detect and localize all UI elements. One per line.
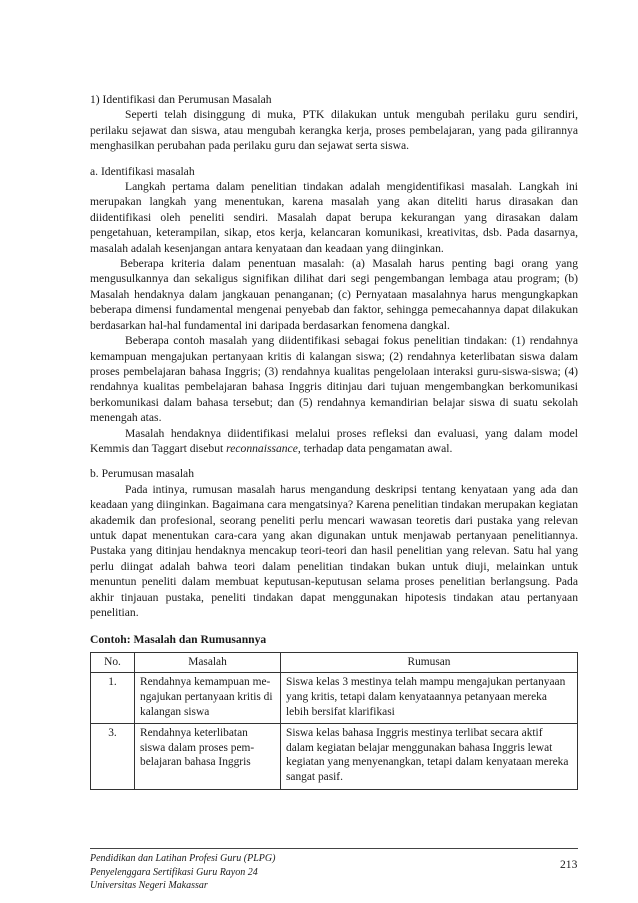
- footer-line-3: Universitas Negeri Makassar: [90, 880, 208, 892]
- table-header-row: [91, 652, 578, 673]
- row-number: 3.: [91, 724, 135, 789]
- footer-line-2: Penyelenggara Sertifikasi Guru Rayon 24: [90, 866, 258, 878]
- header-rumusan: Rumusan: [281, 652, 578, 673]
- header-no: No.: [91, 652, 135, 673]
- row-masalah: Rendahnya keterlibatan siswa dalam proses pem-belajaran bahasa Inggris: [135, 724, 281, 789]
- footer-divider: [90, 848, 578, 849]
- example-title: Contoh: Masalah dan Rumusannya: [90, 633, 267, 647]
- section-a-heading: a. Identifikasi masalah: [90, 164, 195, 178]
- para4-text-end: terhadap data pengamatan awal.: [300, 441, 453, 455]
- footer: [90, 852, 275, 893]
- section-b-heading: b. Perumusan masalah: [90, 467, 194, 481]
- section-1-heading: 1) Identifikasi dan Perumusan Masalah: [90, 93, 272, 106]
- row-masalah: Rendahnya kemampuan me-ngajukan pertanyaan kritis di kalangan siswa: [135, 673, 281, 724]
- section-a-paragraph-3: Beberapa contoh masalah yang diidentifikasi sebagai fokus penelitian tindakan: (1) rendahnya kemampuan mengajukan pertanyaan kritis di kalangan siswa; (2) rendahnya keterlibatan siswa dalam proses pembelajaran bahasa Inggris; (3) rendahnya kualitas pengelolaan interaksi guru-siswa-siswa; (4) rendahnya kualitas pembelajaran bahasa Inggris ditinjau dari tujuan mengembangkan berkomunikasi berkomunikasi dalam bahasa tersebut; dan (5) rendahnya kemandirian belajar siswa di suatu sekolah menengah atas.: [90, 334, 578, 425]
- row-rumusan: Siswa kelas 3 mestinya telah mampu mengajukan pertanyaan yang kritis, tetapi dalam kenyataannya petanyaan mereka lebih bersifat klarifikasi: [281, 673, 578, 724]
- section-a-paragraph-2: Beberapa kriteria dalam penentuan masalah: (a) Masalah harus penting bagi orang yang mengusulkannya dan sekaligus signifikan dilihat dari segi pengembangan lembaga atau program; (b) Masalah hendaknya dalam jangkauan penanganan; (c) Pernyataan masalahnya harus mengungkapkan beberapa dimensi fundamental mengenai penyebab dan faktor, sehingga pemecahannya dapat dilakukan berdasarkan hal-hal fundamental ini daripada berdasarkan fenomena dangkal.: [90, 257, 578, 332]
- row-rumusan: Siswa kelas bahasa Inggris mestinya terlibat secara aktif dalam kegiatan belajar menggunakan bahasa Inggris lewat kegiatan yang menyenangkan, tetapi dalam kenyataan mereka sangat pasif.: [281, 724, 578, 789]
- table-row: [91, 724, 578, 789]
- page-body: [90, 92, 578, 790]
- table-row: [91, 673, 578, 724]
- section-1-paragraph: Seperti telah disinggung di muka, PTK dilakukan untuk mengubah perilaku guru sendiri, perilaku sejawat dan siswa, atau mengubah kerangka kerja, proses pembelajaran, yang pada gilirannya menghasilkan perubahan pada perilaku guru dan sejawat serta siswa.: [90, 108, 578, 153]
- reconnaissance-term: reconnaissance,: [226, 441, 301, 455]
- header-masalah: Masalah: [135, 652, 281, 673]
- section-a-paragraph-4: [90, 426, 578, 457]
- section-a-paragraph-1: Langkah pertama dalam penelitian tindakan adalah mengidentifikasi masalah. Langkah ini merupakan langkah yang menentukan, karena masalah yang akan diteliti harus dirasakan dan diidentifikasi oleh peneliti sendiri. Masalah dapat berupa kekurangan yang dirasakan dalam pengetahuan, keterampilan, sikap, etos kerja, kelancaran komunikasi, kreativitas, dsb. Pada dasarnya, masalah adalah kesenjangan antara kenyataan dan keadaan yang diinginkan.: [90, 180, 578, 255]
- footer-line-1: Pendidikan dan Latihan Profesi Guru (PLPG): [90, 853, 276, 864]
- page-number: 213: [560, 858, 578, 871]
- section-b-paragraph: Pada intinya, rumusan masalah harus mengandung deskripsi tentang kenyataan yang ada dan keadaan yang diinginkan. Bagaimana cara mengatsinya? Karena penelitian tindakan merupakan kegiatan akademik dan profesional, seorang peneliti perlu mencari wawasan teoretis dari pustaka yang relevan untuk dapat menentukan cara-cara yang akan digunakan untuk menjawab pertanyaan penelitiannya. Pustaka yang ditinjau hendaknya mencakup teori-teori dan hasil penelitian yang relevan. Satu hal yang perlu diingat adalah bahwa teori dalam penelitian tindakan bukan untuk diuji, melainkan untuk menuntun peneliti dalam membuat keputusan-keputusan selama proses penelitian berlangsung. Pada akhir tinjauan pustaka, peneliti tindakan dapat menggunakan hipotesis tindakan atau pertanyaan penelitian.: [90, 482, 578, 619]
- para4-text-start: Masalah hendaknya diidentifikasi melalui proses refleksi dan evaluasi, yang dalam model Kemmis dan Taggart disebut: [90, 426, 578, 455]
- row-number: 1.: [91, 673, 135, 724]
- example-table: [90, 652, 578, 790]
